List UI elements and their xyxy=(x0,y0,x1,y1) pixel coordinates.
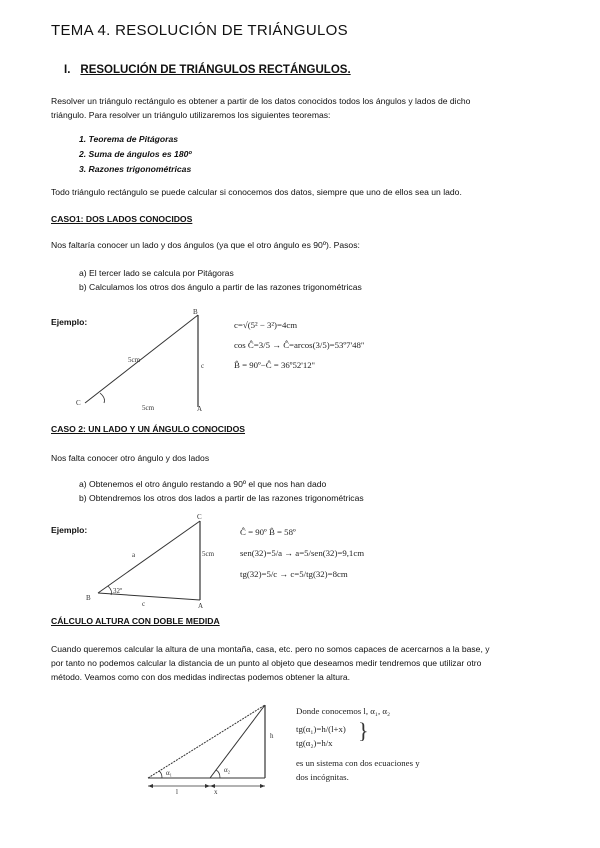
intro-paragraph xyxy=(51,94,470,122)
case1-eq3: B̂ = 90º−Ĉ = 36º52'12'' xyxy=(234,360,315,370)
height-line-1: Cuando queremos calcular la altura de una montaña, casa, etc. pero no somos capaces de acercarnos a la base, y xyxy=(51,644,490,654)
case2-steps xyxy=(79,477,364,505)
intro-line-1: Resolver un triángulo rectángulo es obtener a partir de los datos conocidos todos los ángulos y lados de dicho xyxy=(51,96,471,106)
case1-heading: CASO1: DOS LADOS CONOCIDOS xyxy=(51,214,193,224)
height-eq0: Donde conocemos l, α₁, α₂ xyxy=(296,706,391,716)
distance-l-label: l xyxy=(176,788,178,796)
case2-equations xyxy=(240,522,364,585)
theorem-list xyxy=(79,132,192,177)
section-number: I. xyxy=(64,64,71,76)
vertex-B-label: B xyxy=(86,594,91,602)
case2-step: b) Obtendremos los otros dos lados a partir de las razones trigonométricas xyxy=(79,493,364,503)
system-brace: } xyxy=(358,718,369,743)
case2-example-label: Ejemplo: xyxy=(51,525,88,535)
angle-arc-1 xyxy=(159,771,162,778)
theorem-item: 3. Razones trigonométricas xyxy=(79,164,192,174)
height-eq2: tg(α₂)=h/x xyxy=(296,738,333,748)
theorem-item: 2. Suma de ángulos es 180º xyxy=(79,149,192,159)
hypotenuse-line xyxy=(98,521,200,593)
case1-eq2: cos Ĉ=3/5 → Ĉ=arcos(3/5)=53º7'48'' xyxy=(234,340,365,350)
vertex-B-label: B xyxy=(193,308,198,316)
height-eq4: dos incógnitas. xyxy=(296,772,349,782)
angle-arc xyxy=(100,393,105,403)
case2-text: Nos falta conocer otro ángulo y dos lados xyxy=(51,453,210,463)
height-figure xyxy=(138,700,288,800)
case2-triangle-figure xyxy=(80,508,220,610)
hypotenuse-line xyxy=(85,315,198,403)
vertex-A-label: A xyxy=(198,602,204,610)
case1-example-label: Ejemplo: xyxy=(51,317,88,327)
side-label: 5cm xyxy=(202,550,215,558)
angle-arc-2 xyxy=(216,770,220,778)
case2-heading: CASO 2: UN LADO Y UN ÁNGULO CONOCIDOS xyxy=(51,424,246,434)
height-eq1: tg(α₁)=h/(l+x) xyxy=(296,724,346,734)
case1-eq1: c=√(5² − 3²)=4cm xyxy=(234,320,298,330)
height-heading: CÁLCULO ALTURA CON DOBLE MEDIDA xyxy=(51,616,220,626)
alpha1-label: α₁ xyxy=(166,769,173,777)
height-equations xyxy=(296,704,420,784)
hypotenuse-label: 5cm xyxy=(128,356,141,364)
height-line-3: método. Veamos como con dos medidas indirectas podemos obtener la altura. xyxy=(51,672,351,682)
distance-x-label: x xyxy=(214,788,218,796)
case2-eq3: tg(32)=5/c → c=5/tg(32)=8cm xyxy=(240,569,348,579)
height-line-2: por tanto no podemos calcular la distancia de un punto al objeto que deseamos medir tendremos que utilizar otro xyxy=(51,658,482,668)
height-h-label: h xyxy=(270,732,274,740)
base-label: 5cm xyxy=(142,404,155,412)
vertex-A-label: A xyxy=(197,405,203,413)
summary-text: Todo triángulo rectángulo se puede calcular si conocemos dos datos, siempre que uno de ellos sea un lado. xyxy=(51,187,462,197)
arrow-head xyxy=(205,784,210,788)
theorem-item: 1. Teorema de Pitágoras xyxy=(79,134,179,144)
vertex-C-label: C xyxy=(197,513,202,521)
section-heading xyxy=(64,64,351,76)
case1-steps xyxy=(79,266,362,294)
side-c-label: c xyxy=(201,362,205,370)
hypotenuse-label: a xyxy=(132,551,136,559)
case1-triangle-figure xyxy=(60,300,220,415)
arrow-head xyxy=(148,784,153,788)
arrow-head xyxy=(260,784,265,788)
case1-equations xyxy=(234,315,364,375)
second-sight-line xyxy=(210,705,265,778)
angle-label: 32º xyxy=(113,587,123,595)
case2-eq1: Ĉ = 90º B̂ = 58º xyxy=(240,527,296,537)
case2-step: a) Obtenemos el otro ángulo restando a 90º el que nos han dado xyxy=(79,479,327,489)
case2-eq2: sen(32)=5/a → a=5/sen(32)=9,1cm xyxy=(240,548,365,558)
base-label: c xyxy=(142,600,146,608)
height-paragraph xyxy=(51,642,490,684)
case1-text: Nos faltaría conocer un lado y dos ángulos (ya que el otro ángulo es 90º). Pasos: xyxy=(51,240,360,250)
section-title: RESOLUCIÓN DE TRIÁNGULOS RECTÁNGULOS. xyxy=(80,64,351,76)
intro-line-2: triángulo. Para resolver un triángulo utilizaremos los siguientes teoremas: xyxy=(51,110,331,120)
case1-step: a) El tercer lado se calcula por Pitágoras xyxy=(79,268,234,278)
first-sight-line xyxy=(148,705,265,778)
case1-step: b) Calculamos los otros dos ángulo a partir de las razones trigonométricas xyxy=(79,282,362,292)
page-title: TEMA 4. RESOLUCIÓN DE TRIÁNGULOS xyxy=(51,22,348,39)
height-eq3: es un sistema con dos ecuaciones y xyxy=(296,758,420,768)
vertex-C-label: C xyxy=(76,399,81,407)
alpha2-label: α₂ xyxy=(224,766,231,774)
